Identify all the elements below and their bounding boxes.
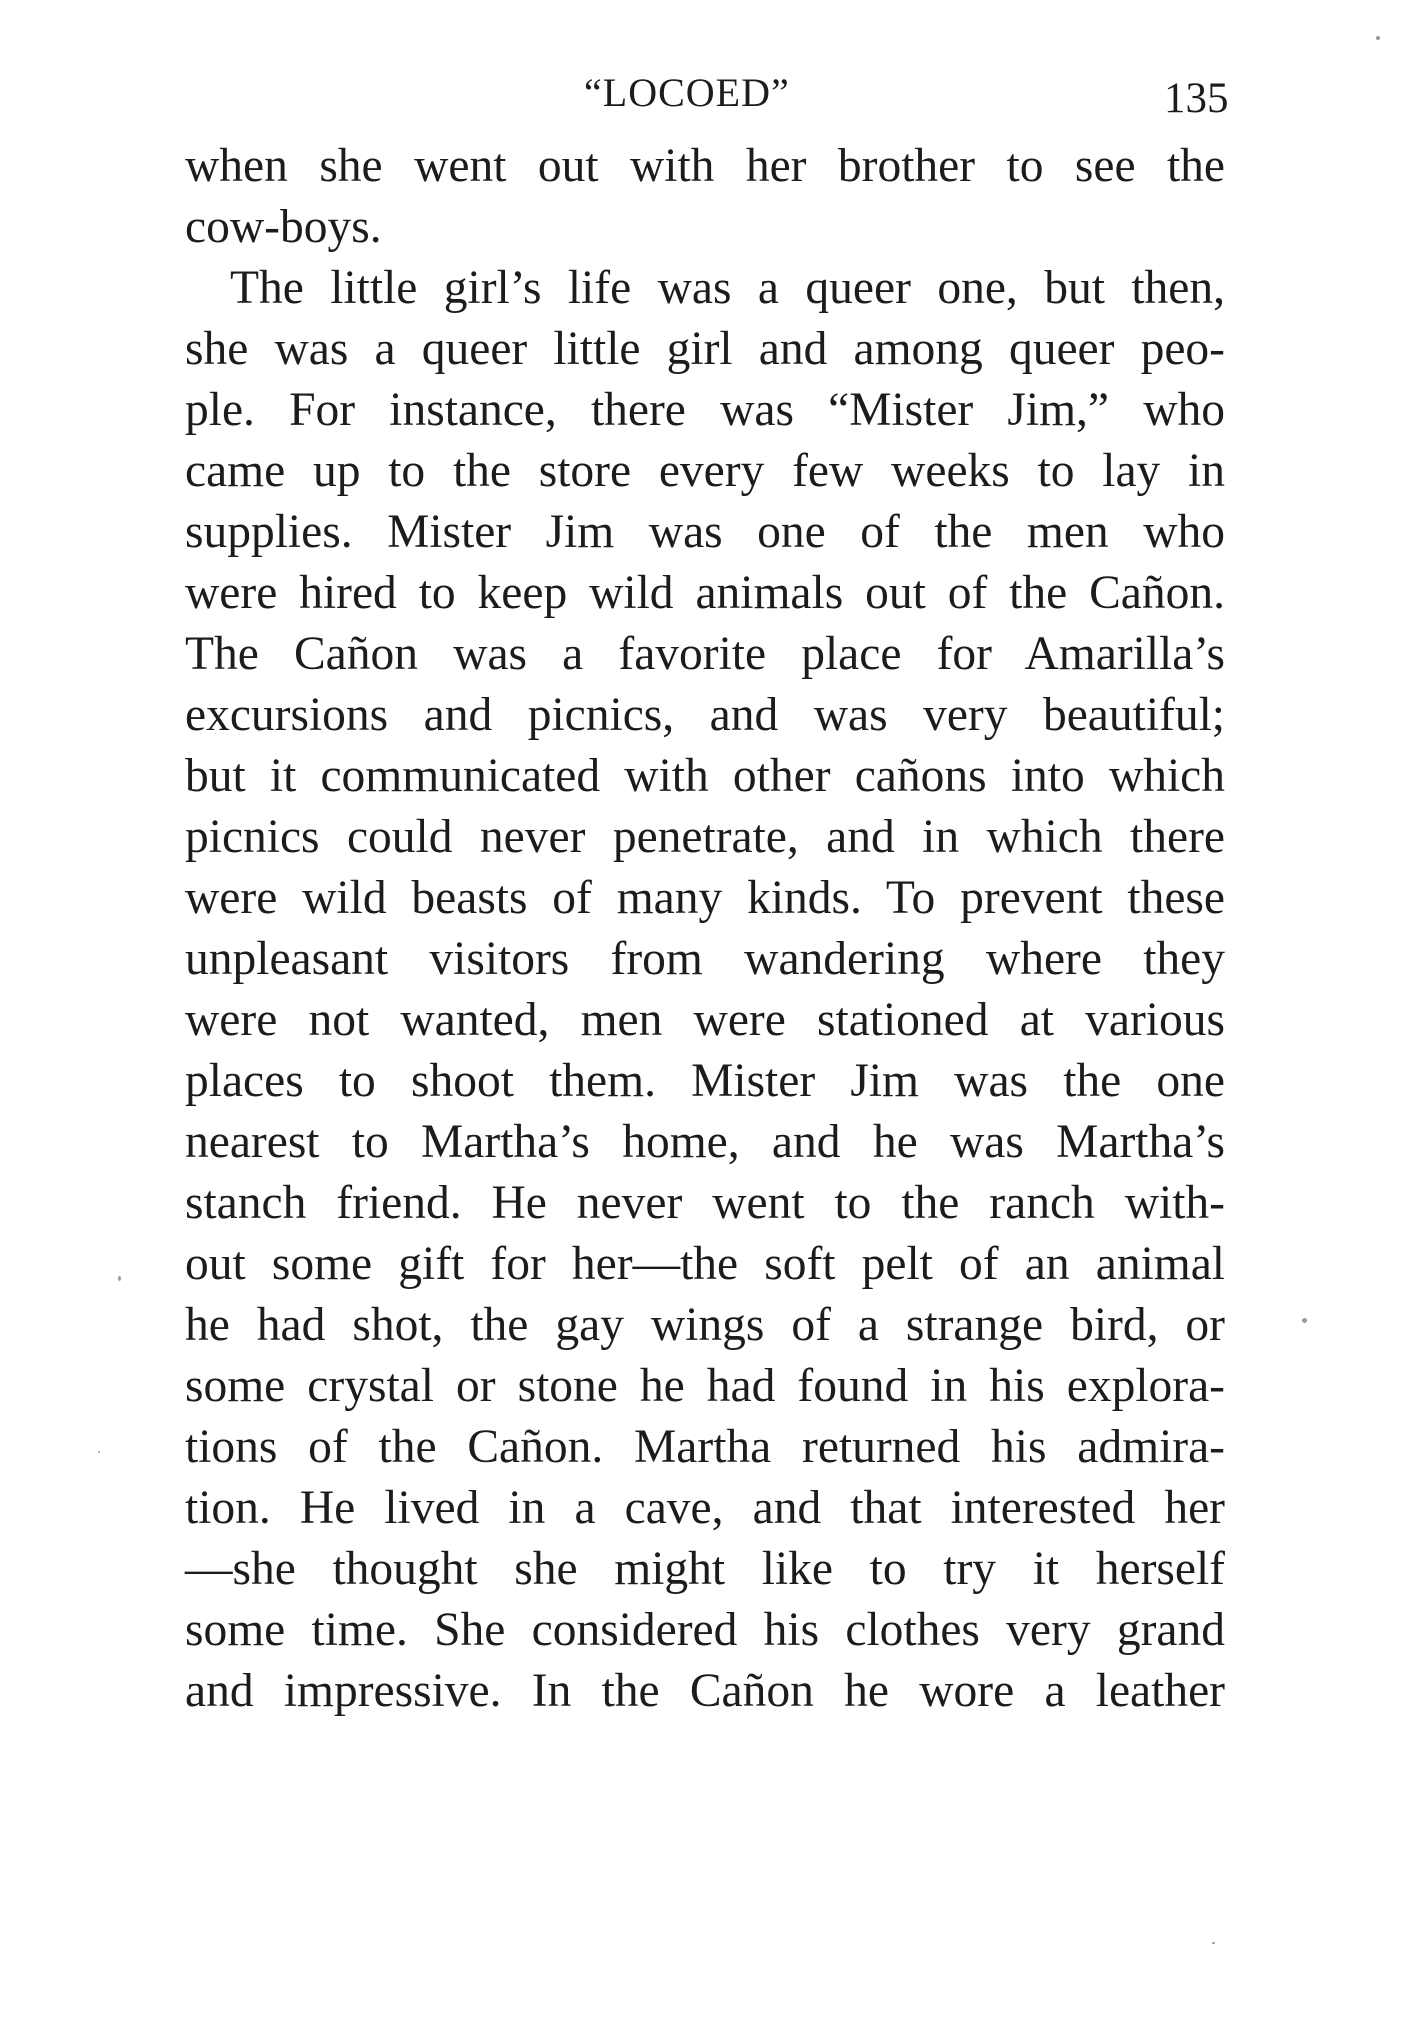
text-line: cow-boys.: [185, 201, 382, 253]
text-line: and impressive. In the Cañon he wore a leather: [185, 1665, 1225, 1717]
page-number: 135: [1164, 75, 1229, 122]
running-head: [0, 58, 1416, 128]
text-line: he had shot, the gay wings of a strange bird, or: [185, 1299, 1225, 1351]
scan-speck: [1212, 1942, 1215, 1944]
text-line: some crystal or stone he had found in his explora-: [185, 1360, 1225, 1412]
scan-speck: [118, 1276, 121, 1281]
text-line: —she thought she might like to try it herself: [185, 1543, 1225, 1595]
text-line: excursions and picnics, and was very beautiful;: [185, 689, 1225, 741]
scan-speck: [1376, 36, 1380, 40]
text-line: when she went out with her brother to see the: [185, 140, 1225, 192]
text-line: nearest to Martha’s home, and he was Martha’s: [185, 1116, 1225, 1168]
text-line: out some gift for her—the soft pelt of an animal: [185, 1238, 1225, 1290]
text-line: were hired to keep wild animals out of the Cañon.: [185, 567, 1225, 619]
text-line: some time. She considered his clothes very grand: [185, 1604, 1225, 1656]
text-line: were wild beasts of many kinds. To prevent these: [185, 872, 1225, 924]
text-line: were not wanted, men were stationed at various: [185, 994, 1225, 1046]
text-line: but it communicated with other cañons into which: [185, 750, 1225, 802]
text-line: stanch friend. He never went to the ranch with-: [185, 1177, 1225, 1229]
text-line: ple. For instance, there was “Mister Jim,” who: [185, 384, 1225, 436]
text-line: she was a queer little girl and among queer peo-: [185, 323, 1225, 375]
text-line: supplies. Mister Jim was one of the men who: [185, 506, 1225, 558]
text-line: The little girl’s life was a queer one, but then,: [230, 262, 1225, 314]
text-line: The Cañon was a favorite place for Amarilla’s: [185, 628, 1225, 680]
text-line: picnics could never penetrate, and in which there: [185, 811, 1225, 863]
text-line: tions of the Cañon. Martha returned his admira-: [185, 1421, 1225, 1473]
text-line: unpleasant visitors from wandering where they: [185, 933, 1225, 985]
chapter-title: “LOCOED”: [584, 70, 790, 115]
body-text: [185, 136, 1225, 1722]
scan-speck: [1302, 1318, 1307, 1323]
scan-speck: [98, 1451, 100, 1453]
text-line: tion. He lived in a cave, and that interested her: [185, 1482, 1225, 1534]
text-line: came up to the store every few weeks to lay in: [185, 445, 1225, 497]
text-line: places to shoot them. Mister Jim was the one: [185, 1055, 1225, 1107]
